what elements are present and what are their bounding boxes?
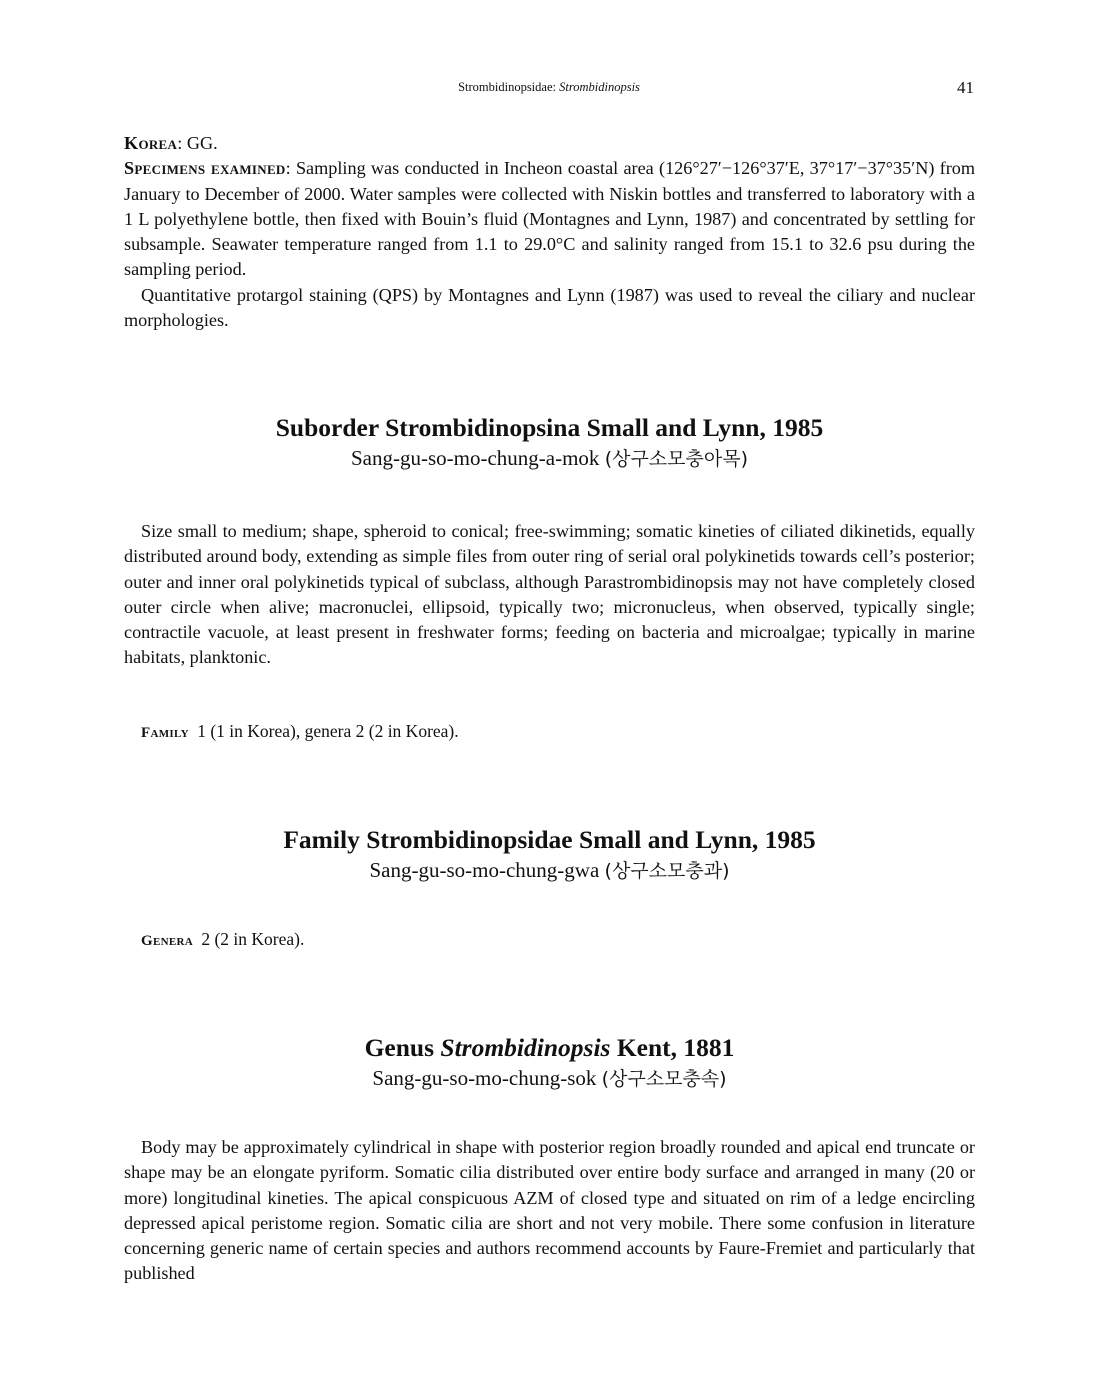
specimens-paragraph bbox=[124, 156, 975, 282]
suborder-family-count bbox=[124, 719, 975, 746]
specimens-label: Specimens examined bbox=[124, 158, 286, 179]
genus-description-section bbox=[124, 1135, 975, 1287]
genus-title bbox=[124, 1032, 975, 1064]
specimens-text: : Sampling was conducted in Incheon coastal area (126°27′−126°37′E, 37°17′−37°35′N) from January to December of 2000. Water samples were collected with Niskin bottles and transferred to laboratory with a 1 L polyethylene bottle, then fixed with Bouin’s fluid (Montagnes and Lynn, 1987) and concentrated by settling for subsample. Seawater temperature ranged from 1.1 to 29.0°C and salinity ranged from 15.1 to 32.6 psu during the sampling period. bbox=[124, 158, 975, 280]
genus-korean-hangul: (상구소모충속) bbox=[601, 1068, 727, 1090]
genus-title-name: Strombidinopsis bbox=[440, 1033, 611, 1062]
suborder-description: Size small to medium; shape, spheroid to conical; free-swimming; somatic kineties of ciliated dikinetids, equally distributed around body, extending as simple files from outer ring of serial oral polykinetids towards cell’s posterior; outer and inner oral polykinetids typical of subclass, although Parastrombidinopsis may not have completely closed outer circle when alive; macronuclei, ellipsoid, typically two; micronucleus, when observed, typically single; contractile vacuole, at least present in freshwater forms; feeding on bacteria and microalgae; typically in marine habitats, planktonic. bbox=[124, 521, 975, 668]
genus-description: Body may be approximately cylindrical in shape with posterior region broadly rounded and apical end truncate or shape may be an elongate pyriform. Somatic cilia distributed over entire body surface and arranged in many (20 or more) longitudinal kineties. The apical conspicuous AZM of closed type and situated on rim of a ledge encircling depressed apical peristome region. Somatic cilia are short and not very mobile. There some confusion in literature concerning generic name of certain species and authors recommend accounts by Faure-Fremiet and particularly that published bbox=[124, 1137, 975, 1284]
page-number: 41 bbox=[957, 78, 974, 97]
family-count-label: Family bbox=[141, 725, 189, 741]
family-korean-roman: Sang-gu-so-mo-chung-gwa bbox=[369, 858, 600, 882]
korea-value: : GG. bbox=[177, 133, 218, 153]
genera-count-text: 2 (2 in Korea). bbox=[201, 929, 305, 949]
korea-line bbox=[124, 131, 975, 156]
suborder-heading bbox=[124, 412, 975, 473]
genus-korean-roman: Sang-gu-so-mo-chung-sok bbox=[372, 1066, 597, 1090]
genus-korean-name bbox=[124, 1064, 975, 1093]
suborder-description-section bbox=[124, 519, 975, 671]
genus-heading bbox=[124, 1032, 975, 1093]
running-head-family: Strombidinopsidae: bbox=[458, 80, 556, 94]
family-korean-name bbox=[124, 856, 975, 885]
running-head bbox=[124, 80, 974, 95]
family-heading bbox=[124, 824, 975, 885]
page-header bbox=[124, 78, 974, 102]
genus-title-suffix: Kent, 1881 bbox=[616, 1033, 735, 1062]
suborder-korean-hangul: (상구소모충아목) bbox=[604, 448, 748, 470]
specimens-section bbox=[124, 131, 975, 333]
genera-count-label: Genera bbox=[141, 933, 193, 949]
running-head-genus: Strombidinopsis bbox=[559, 80, 640, 94]
genus-title-prefix: Genus bbox=[364, 1033, 435, 1062]
suborder-title: Suborder Strombidinopsina Small and Lynn, 1985 bbox=[275, 413, 824, 442]
qps-paragraph: Quantitative protargol staining (QPS) by Montagnes and Lynn (1987) was used to reveal the ciliary and nuclear morphologies. bbox=[124, 284, 975, 331]
suborder-korean-name bbox=[124, 444, 975, 473]
suborder-korean-roman: Sang-gu-so-mo-chung-a-mok bbox=[350, 446, 600, 470]
family-korean-hangul: (상구소모충과) bbox=[604, 860, 730, 882]
family-count-text: 1 (1 in Korea), genera 2 (2 in Korea). bbox=[197, 721, 459, 741]
korea-label: Korea bbox=[124, 133, 178, 153]
family-genera-count bbox=[124, 927, 975, 954]
family-title: Family Strombidinopsidae Small and Lynn, 1985 bbox=[283, 825, 816, 854]
